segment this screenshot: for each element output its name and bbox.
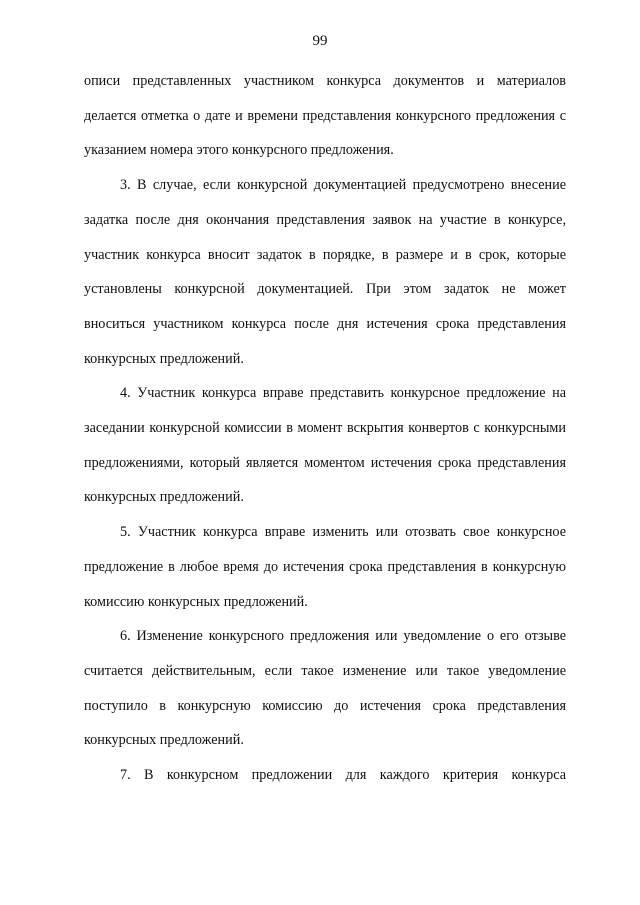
page-number: 99 bbox=[312, 33, 328, 49]
paragraph-continuation: описи представленных участником конкурса документов и материалов делается отметка о дате и времени представления конкурсного предложения с указанием номера этого конкурсного предложения. bbox=[84, 73, 566, 159]
paragraph-item-3: 3. В случае, если конкурсной документацией предусмотрено внесение задатка после дня окончания представления заявок на участие в конкурсе, участник конкурса вносит задаток в порядке, в размере и в срок, которые установлены конкурсной документацией. При этом задаток не может вноситься участником конкурса после дня истечения срока представления конкурсных предложений. bbox=[84, 177, 566, 367]
paragraph-item-6: 6. Изменение конкурсного предложения или уведомление о его отзыве считается действительным, если такое изменение или такое уведомление поступило в конкурсную комиссию до истечения срока представления конкурсных предложений. bbox=[84, 628, 566, 749]
paragraph-item-7: 7. В конкурсном предложении для каждого критерия конкурса bbox=[120, 767, 566, 784]
paragraph-item-4: 4. Участник конкурса вправе представить конкурсное предложение на заседании конкурсной комиссии в момент вскрытия конвертов с конкурсными предложениями, который является моментом истечения срока представления конкурсных предложений. bbox=[84, 385, 566, 506]
paragraph-item-5: 5. Участник конкурса вправе изменить или отозвать свое конкурсное предложение в любое время до истечения срока представления в конкурсную комиссию конкурсных предложений. bbox=[84, 524, 566, 610]
document-body bbox=[84, 64, 566, 793]
